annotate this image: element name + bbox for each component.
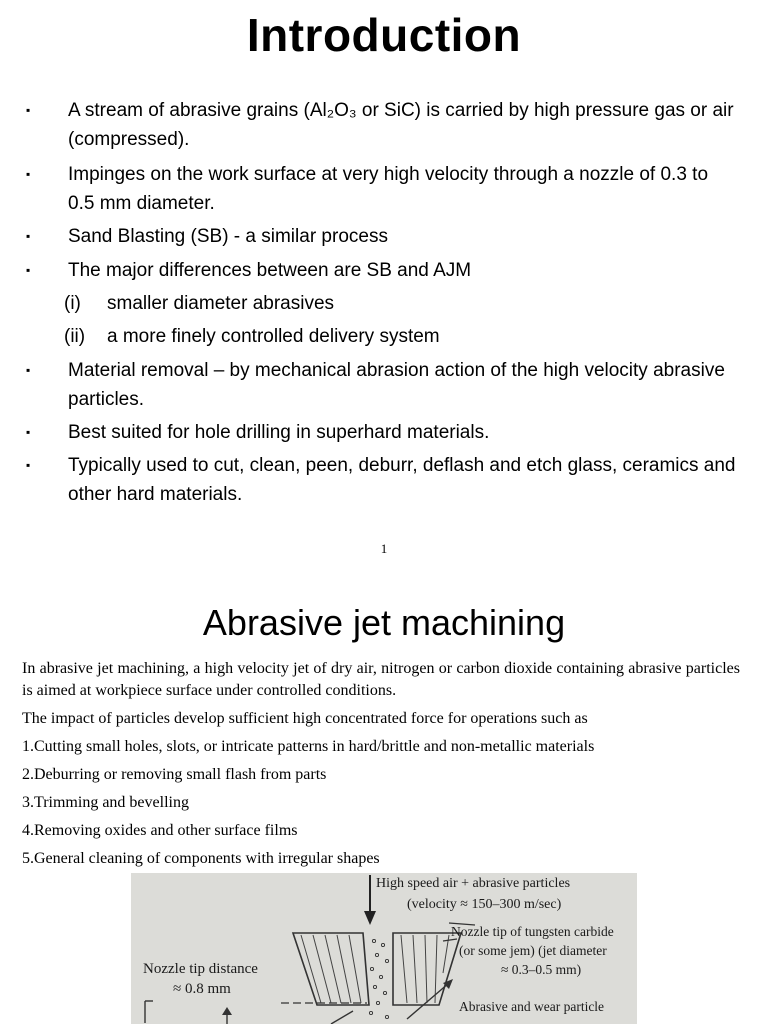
operation-list-item: 3.Trimming and bevelling [22, 794, 189, 811]
bullet-marker: ▪ [26, 458, 31, 472]
sub-item-text: a more finely controlled delivery system [107, 326, 440, 347]
label-velocity: (velocity ≈ 150–300 m/sec) [407, 897, 562, 912]
slide1-title: Introduction [246, 9, 522, 61]
label-jet-diameter: ≈ 0.3–0.5 mm) [501, 962, 582, 977]
label-tip-distance-value: ≈ 0.8 mm [173, 981, 231, 997]
bullet-text: Best suited for hole drilling in superhard materials. [68, 422, 490, 443]
slide2-title: Abrasive jet machining [202, 602, 566, 643]
bullet-marker: ▪ [26, 167, 31, 181]
bullet-text: Impinges on the work surface at very high velocity through a nozzle of 0.3 to 0.5 mm diameter. [68, 164, 709, 214]
bullet-text: Sand Blasting (SB) - a similar process [68, 226, 388, 247]
bullet-marker: ▪ [26, 425, 31, 439]
bullet-marker: ▪ [26, 263, 31, 277]
bullet-marker: ▪ [26, 363, 31, 377]
bullet-text: Typically used to cut, clean, peen, deburr, deflash and etch glass, ceramics and other hard materials. [68, 455, 736, 505]
ajm-diagram [131, 873, 637, 1024]
bullet-marker: ▪ [26, 103, 31, 117]
sub-item-number: (i) [64, 293, 81, 314]
label-air-stream: High speed air + abrasive particles [376, 876, 571, 891]
label-tip-distance: Nozzle tip distance [143, 961, 258, 977]
intro-paragraph: In abrasive jet machining, a high velocity jet of dry air, nitrogen or carbon dioxide containing abrasive particles is aimed at workpiece surface under controlled conditions. [22, 660, 740, 699]
bullet-text: Material removal – by mechanical abrasion action of the high velocity abrasive particles. [68, 360, 725, 410]
bullet-text: The major differences between are SB and AJM [68, 260, 472, 281]
label-wear-particle: Abrasive and wear particle [459, 999, 605, 1014]
sub-item-text: smaller diameter abrasives [107, 293, 335, 314]
bullet-marker: ▪ [26, 229, 31, 243]
bullet-text: A stream of abrasive grains (Al₂O₃ or SiC) is carried by high pressure gas or air (compressed). [68, 100, 734, 150]
label-nozzle-material: (or some jem) (jet diameter [459, 943, 607, 958]
operation-list-item: 1.Cutting small holes, slots, or intricate patterns in hard/brittle and non-metallic materials [22, 738, 595, 755]
operation-list-item: 5.General cleaning of components with irregular shapes [22, 850, 380, 867]
label-nozzle-tip: Nozzle tip of tungsten carbide [451, 924, 614, 939]
page-number: 1 [380, 541, 388, 556]
sub-item-number: (ii) [64, 326, 86, 347]
operation-list-item: 2.Deburring or removing small flash from parts [22, 766, 327, 783]
operation-list-item: 4.Removing oxides and other surface films [22, 822, 298, 839]
impact-paragraph: The impact of particles develop sufficient high concentrated force for operations such as [22, 710, 588, 727]
